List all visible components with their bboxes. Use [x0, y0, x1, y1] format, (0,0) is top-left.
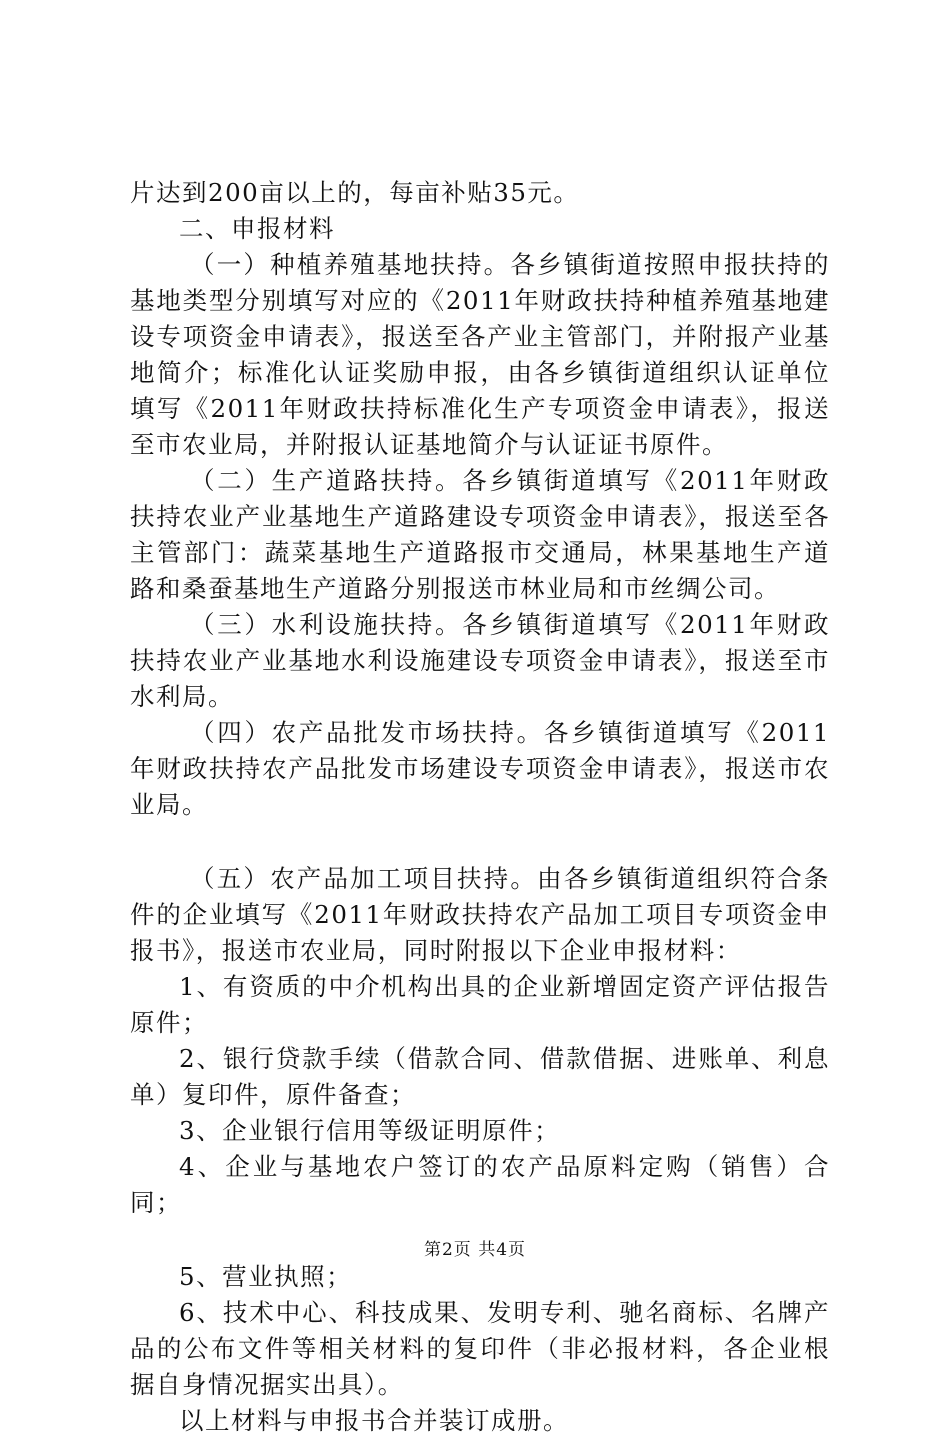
list-item-material-2: 2、银行贷款手续（借款合同、借款借据、进账单、利息单）复印件，原件备查； — [130, 1044, 830, 1109]
page-number-footer: 第2页 共4页 — [423, 1240, 527, 1260]
paragraph-binding-note: 以上材料与申报书合并装订成册。 — [179, 1406, 569, 1435]
list-item-material-4: 4、企业与基地农户签订的农产品原料定购（销售）合同； — [130, 1152, 830, 1217]
list-item-material-3: 3、企业银行信用等级证明原件； — [179, 1116, 561, 1145]
section-heading-materials: 二、申报材料 — [179, 214, 335, 243]
paragraph-item-5-processing-project: （五）农产品加工项目扶持。由各乡镇街道组织符合条件的企业填写《2011年财政扶持农产品加工项目专项资金申报书》，报送市农业局，同时附报以下企业申报材料： — [130, 864, 830, 965]
paragraph-item-2-production-road: （二）生产道路扶持。各乡镇街道填写《2011年财政扶持农业产业基地生产道路建设专项资金申请表》，报送至各主管部门：蔬菜基地生产道路报市交通局，林果基地生产道路和桑蚕基地生产道路分别报送市林业局和市丝绸公司。 — [130, 466, 830, 603]
paragraph-item-1-planting-base: （一）种植养殖基地扶持。各乡镇街道按照申报扶持的基地类型分别填写对应的《2011年财政扶持种植养殖基地建设专项资金申请表》，报送至各产业主管部门，并附报产业基地简介；标准化认证奖励申报，由各乡镇街道组织认证单位填写《2011年财政扶持标准化生产专项资金申请表》，报送至市农业局，并附报认证基地简介与认证证书原件。 — [130, 250, 830, 459]
list-item-material-5: 5、营业执照； — [179, 1262, 353, 1291]
list-item-material-1: 1、有资质的中介机构出具的企业新增固定资产评估报告原件； — [130, 972, 830, 1037]
paragraph-item-4-wholesale-market: （四）农产品批发市场扶持。各乡镇街道填写《2011年财政扶持农产品批发市场建设专项资金申请表》，报送市农业局。 — [130, 718, 830, 819]
paragraph-item-3-water-facility: （三）水利设施扶持。各乡镇街道填写《2011年财政扶持农业产业基地水利设施建设专项资金申请表》，报送至市水利局。 — [130, 610, 830, 711]
list-item-material-6: 6、技术中心、科技成果、发明专利、驰名商标、名牌产品的公布文件等相关材料的复印件（非必报材料，各企业根据自身情况据实出具）。 — [130, 1298, 830, 1399]
paragraph-subsidy-continuation: 片达到200亩以上的，每亩补贴35元。 — [130, 178, 580, 207]
